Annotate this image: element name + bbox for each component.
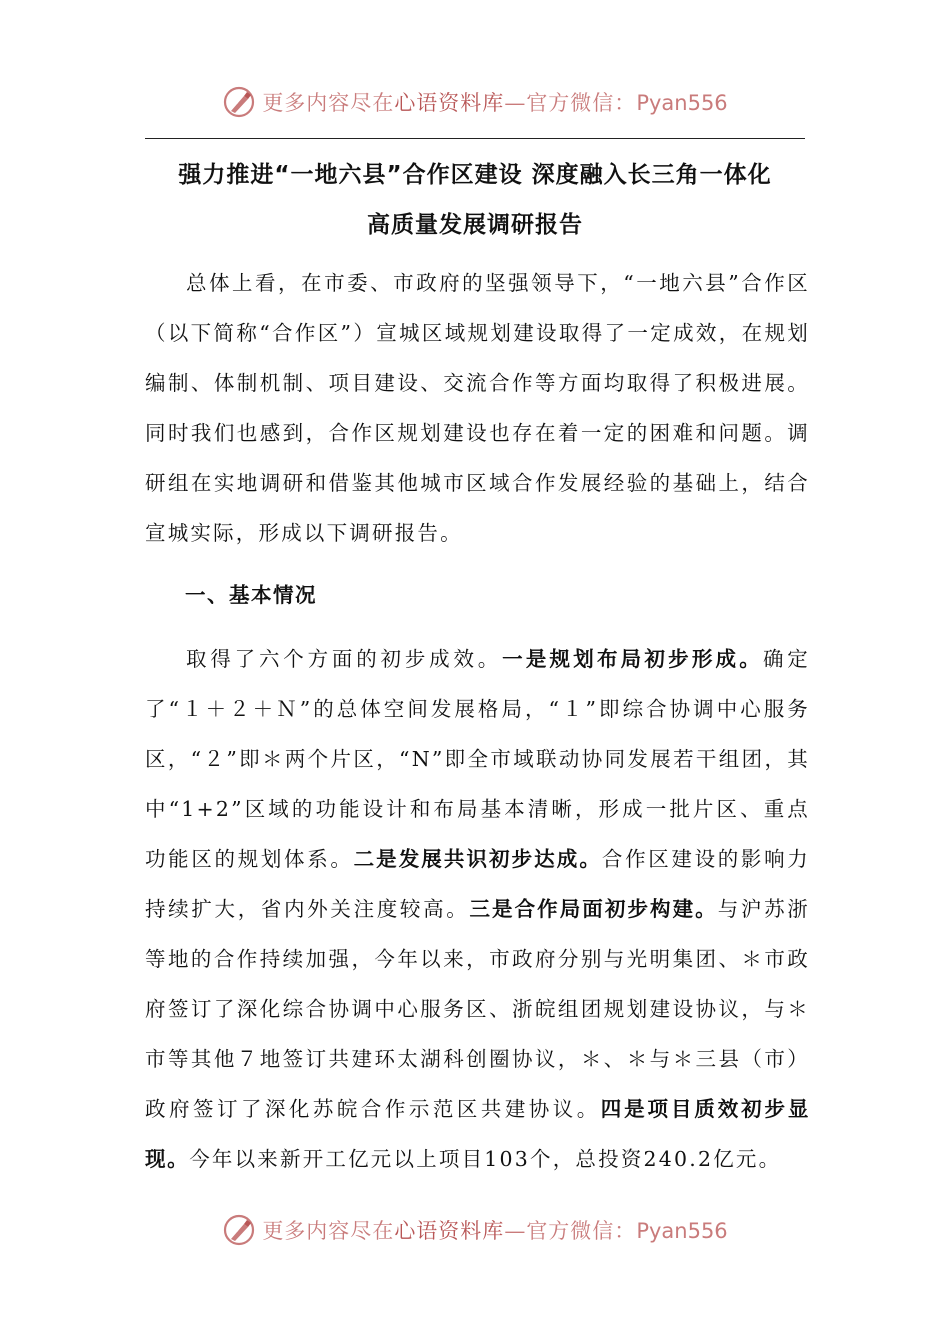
banner-prefix: 更多内容尽在: [262, 91, 395, 115]
section-heading: 一、基本情况: [185, 583, 317, 607]
section-paragraph: [145, 634, 810, 1184]
banner-wechat-label: —官方微信：: [504, 91, 637, 115]
banner-library-name: 心语资料库: [394, 1219, 505, 1243]
banner-wechat-label: —官方微信：: [504, 1219, 637, 1243]
footer-banner: [0, 1208, 950, 1252]
paragraph-text: 与沪苏浙等地的合作持续加强，今年以来，市政府分别与光明集团、＊市政府签订了深化综合协调中心服务区、浙皖组团规划建设协议，与＊市等其他７地签订共建环太湖科创圈协议，＊、＊与＊三县（市）政府签订了深化苏皖合作示范区共建协议。: [145, 897, 810, 1121]
key-point-2: 二是发展共识初步达成。: [353, 847, 602, 871]
paragraph-text: 取得了六个方面的初步成效。: [186, 647, 503, 671]
intro-paragraph: 总体上看，在市委、市政府的坚强领导下，“一地六县”合作区（以下简称“合作区”）宣城区域规划建设取得了一定成效，在规划编制、体制机制、项目建设、交流合作等方面均取得了积极进展。同时我们也感到，合作区规划建设也存在着一定的困难和问题。调研组在实地调研和借鉴其他城市区域合作发展经验的基础上，结合宣城实际，形成以下调研报告。: [145, 271, 810, 545]
document-title-line-2: 高质量发展调研报告: [367, 212, 583, 238]
banner-prefix: 更多内容尽在: [262, 1219, 395, 1243]
banner-wechat-handle: Pyan556: [636, 91, 728, 115]
pen-nib-icon: [222, 1213, 256, 1247]
header-banner: [0, 80, 950, 124]
section-paragraph-block: [145, 634, 810, 1184]
paragraph-text: 今年以来新开工亿元以上项目103个，总投资240.2亿元。: [189, 1147, 782, 1171]
key-point-3: 三是合作局面初步构建。: [469, 897, 718, 921]
banner-text: [262, 1215, 727, 1245]
banner-wechat-handle: Pyan556: [636, 1219, 728, 1243]
document-title-line-1: 强力推进“一地六县”合作区建设 深度融入长三角一体化: [178, 162, 772, 188]
paragraph-text: 确定了“１＋２＋Ｎ”的总体空间发展格局，“１”即综合协调中心服务区，“２”即＊两个片区，“N”即全市域联动协同发展若干组团，其中“1+2”区域的功能设计和布局基本清晰，形成一批片区、重点功能区的规划体系。: [145, 647, 810, 871]
paragraph-text: 合作区建设的影响力持续扩大，省内外关注度较高。: [145, 847, 810, 921]
pen-nib-icon: [222, 85, 256, 119]
key-point-4: 四是项目质效初步显现。: [145, 1097, 810, 1171]
intro-paragraph-block: [145, 258, 810, 558]
key-point-1: 一是规划布局初步形成。: [502, 647, 763, 671]
header-divider: [145, 138, 805, 139]
banner-text: [262, 87, 727, 117]
banner-library-name: 心语资料库: [394, 91, 505, 115]
